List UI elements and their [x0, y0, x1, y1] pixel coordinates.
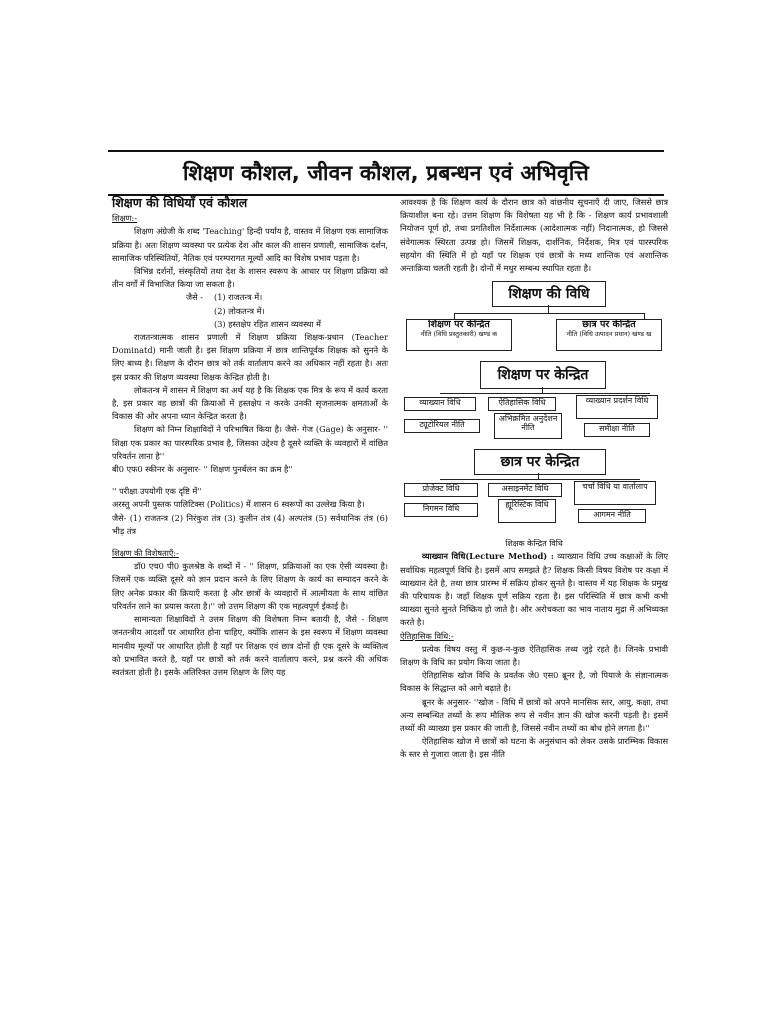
paragraph: अरस्तु अपनी पुस्तक पालिटिक्स (Politics) में शासन 6 स्वरूपों का उल्लेख किया है। — [112, 499, 365, 510]
method-review: समीक्षा नीति — [584, 423, 650, 437]
method-inductive: आगमन नीति — [578, 509, 646, 523]
lecture-method-label: व्याख्यान विधि(Lecture Method) : — [422, 551, 554, 562]
paragraph: आवश्यक है कि शिक्षण कार्य के दौरान छात्र को वांछनीय सूचनाएँ दी जाए, जिससे छात्र क्रियाशील बना रहे। उत्तम शिक्षण कि विशेषता यह भी है कि - शिक्षण कार्य प्रभावशाली नियोजन पूर्ण हो, तथा प्रगतिशील निर्देशात्मक (आदेशात्मक नहीं) निदानात्मक, हो जिससे संवेगात्मक स्थिरता उत्पन्न हो। जिसमें शिक्षक, दार्शनिक, निर्देशक, मित्र एवं पारस्परिक सहयोग की स्थिति में हो यहाँ पर शिक्षक एवं छात्रों के मध्य शान्तिक एवं अशान्तिक अन्तःक्रिया चलती रहती है। दोनों में मधुर सम्बन्ध स्थापित रहता है। — [400, 197, 668, 274]
student-centered-box: छात्र पर केन्द्रित — [474, 449, 606, 475]
paragraph: ब्रूनर के अनुसार- ''खोज - विधि में छात्रों को अपने मानसिक स्तर, आयु, कक्षा, तथा अन्य सम्बन्धित तथ्यों के रूप मौलिक रूप से नवीन ज्ञान की खोज करनी पड़ती है। इसमें तथ्यों की व्याख्या इस प्रकार की जाती है, जिससे नवीन तथ्यों का बोध होने लगता है।'' — [400, 696, 668, 734]
student-branch-label: छात्र पर केन्द्रित — [582, 319, 636, 331]
diagram-caption: शिक्षक केन्द्रित विधि — [505, 539, 563, 549]
method-heuristic: ह्यूरिस्टिक विधि — [498, 499, 556, 523]
list-item: जैसे - (1) राजतन्त्र में। — [186, 291, 388, 304]
teacher-branch-sub: नीति (विधि प्रस्तुतकारी) खण्ड क — [420, 330, 498, 339]
governance-list — [186, 291, 388, 331]
section-title: शिक्षण की विधियाँ एवं कौशल — [112, 195, 248, 210]
right-column — [400, 196, 668, 762]
paragraph: ऐतिहासिक खोज विधि के प्रवर्तक जे0 एस0 ब्रूनर है, जो पियाजे के संज्ञानात्मक विकास के सिद्धान्त को आगे बढ़ाते है। — [400, 670, 668, 694]
student-branch-sub: नीति (विधि उत्पादन प्रधान) खण्ड ख — [566, 330, 652, 339]
paragraph: ऐतिहासिक खोज में छात्रों को घटना के अनुसंधान को लेकर उसके प्रारम्भिक विकास के स्तर से गुजारा जाता है। इस नीति — [400, 736, 668, 760]
method-deductive: निगमन विधि — [404, 503, 478, 517]
method-discussion: चर्चा विधि या वार्तालाप — [574, 481, 656, 505]
paragraph: राजतन्त्रात्मक शासन प्रणाली में शिक्षण प्रक्रिया शिक्षक-प्रधान (Teacher Dominatd) मानी जाती है। इस शिक्षण प्रक्रिया में छात्र शान्तिपूर्वक शिक्षक को सुनने के लिए बाध्य है। शिक्षण के दौरान छात्र को तर्क वार्तालाप करने का अधिकार नहीं रहता है। अतः इस प्रकार की शिक्षण व्यवस्था शिक्षक केन्द्रित होती है। — [112, 332, 388, 382]
paragraph: शिक्षण को निम्न शिक्षाविदों ने परिभाषित किया है। जैसे- गेज (Gage) के अनुसार- '' शिक्षा एक प्रकार का पारस्परिक प्रभाव है, जिसका उद्देश्य है दूसरे व्यक्ति के व्यवहारों में वांछित परिवर्तन लाना है'' — [112, 424, 388, 461]
list-item: (2) लोकतन्त्र में। — [214, 305, 265, 316]
paragraph: विभिन्न दर्शनों, संस्कृतियों तथा देश के शासन स्वरूप के आधार पर शिक्षण प्रक्रिया को तीन वर्गों में विभाजित किया जा सकता है। — [112, 266, 388, 290]
subheading-shikshan: शिक्षण:- — [112, 213, 138, 224]
paragraph: डॉ0 एच0 पी0 कुलश्रेष्ठ के शब्दों में - '' शिक्षण, प्रक्रियाओं का एक ऐसी व्यवस्था है। जिसमें एक व्यक्ति दूसरे को ज्ञान प्रदान करने के लिए शिक्षण के कार्य का सम्पादन करने के लिए अनेक प्रकार की क्रियाएँ करता है और छात्रों के व्यवहारों में आत्मीयता के साथ वांछित परिवर्तन लाने का प्रयास करता है।'' जो उत्तम शिक्षण की एक महत्वपूर्ण ईकाई है। — [112, 561, 388, 611]
paragraph: सामान्यतः शिक्षाविदों ने उत्तम शिक्षण की विशेषता निम्न बतायी है, जैसे - शिक्षण जनतन्त्रीय आदर्शों पर आधारित होना चाहिए, क्योंकि शासन के इस स्वरूप में शिक्षण व्यवस्था मानवीय मूल्यों पर आधारित होती है यहाँ पर शिक्षक एवं छात्र दोनों ही एक दूसरे के व्यक्तित्व को प्रभावित करते है, यहाँ पर छात्रों को तर्क करने वार्तालाप करने, प्रश्न करने की अधिक स्वतंत्रता होती है। इसके अतिरिक्त उत्तम शिक्षण के लिए यह — [112, 614, 388, 677]
chapter-title: शिक्षण कौशल, जीवन कौशल, प्रबन्धन एवं अभिवृत्ति — [183, 161, 589, 185]
method-assignment: असाइनमेंट विधि — [488, 483, 562, 497]
list-item: (3) हस्तक्षेप रहित शासन व्यवस्था में — [214, 318, 321, 329]
paragraph: शिक्षण अंग्रेजी के शब्द 'Teaching' हिन्दी पर्याय है, वास्तव में शिक्षण एक सामाजिक प्रक्रिया है। अतः शिक्षण व्यवस्था पर प्रत्येक देश और काल की शासन प्रणाली, सामाजिक दर्शन, सामाजिक परिस्थितियों, नैतिक एवं परम्परागत मूल्यों आदि का विशेष प्रभाव पड़ता है। — [112, 226, 388, 263]
teacher-centered-box: शिक्षण पर केन्द्रित — [480, 361, 606, 389]
exam-quote: '' परीक्षा उपयोगी एक दृष्टि में'' — [112, 486, 202, 497]
method-project: प्रोजेक्ट विधि — [404, 483, 478, 497]
method-lecture-demo: व्याख्यान प्रदर्शन विधि — [576, 395, 658, 419]
paragraph: जैसे- (1) राजतन्त्र (2) निरंकुश तंत्र (3) कुलीन तंत्र (4) अल्पतंत्र (5) सर्वधानिक तंत्र (6) भीड़ तंत्र — [112, 512, 388, 536]
diagram-root-box: शिक्षण की विधि — [492, 281, 606, 307]
chapter-header — [108, 150, 664, 196]
teacher-branch-box — [406, 319, 512, 351]
student-branch-box — [556, 319, 662, 351]
paragraph: लोकतन्त्र में शासन में शिक्षण का अर्थ यह है कि शिक्षक एक मित्र के रूप में कार्य करता है, इस प्रकार वह छात्रों की क्रियाओं में हस्तक्षेप न करके उनकी सृजनात्मक क्षमताओं के विकास की ओर अपना ध्यान केन्द्रित करता है। — [112, 384, 388, 422]
left-column — [112, 196, 388, 679]
paragraph: प्रत्येक विषय वस्तु में कुछ-न-कुछ ऐतिहासिक तथ्य जुड़े रहते है। जिनके प्रभावी शिक्षण के विधि का प्रयोग किया जाता है। — [400, 643, 668, 668]
subheading-historical: ऐतिहासिक विधि:- — [400, 630, 454, 641]
method-lecture: व्याख्यान विधि — [404, 397, 476, 411]
method-historical: ऐतिहासिक विधि — [488, 397, 556, 411]
paragraph-lecture: व्याख्यान विधि(Lecture Method) : व्याख्यान विधि उच्च कक्षाओं के लिए सर्वाधिक महत्वपूर्ण विधि है। इसमें आप समझते है? शिक्षक किसी विषय विशेष पर कक्षा में व्याख्यान देते है, तथा छात्र प्रारम्भ में सक्रिय होकर सुनते है। वास्तव में यह शिक्षक के प्रमुख की परिचायक है। जहाँ शिक्षक पूर्ण सक्रिय रहता है। इस परिस्थिति में छात्र कभी कभी व्याख्या सुनते सुनते निष्क्रिय हो जाते है। और अरोचकता का भाव नाताय मुद्रा में अभिव्यक्त करते है। — [400, 551, 668, 628]
subheading-features: शिक्षण की विशेषताएँ:- — [112, 548, 179, 559]
method-programmed: अभिक्रमित अनुदेशन नीति — [494, 413, 562, 439]
paragraph: बी0 एफ0 स्कीनर के अनुसार- '' शिक्षण पुनर्बलन का क्रम है'' — [112, 464, 293, 475]
list-intro: जैसे - — [186, 292, 203, 303]
method-tutorial: ट्यूटोरियल नीति — [404, 419, 480, 433]
teaching-methods-diagram — [400, 281, 668, 535]
teacher-branch-label: शिक्षण पर केन्द्रित — [428, 319, 490, 331]
